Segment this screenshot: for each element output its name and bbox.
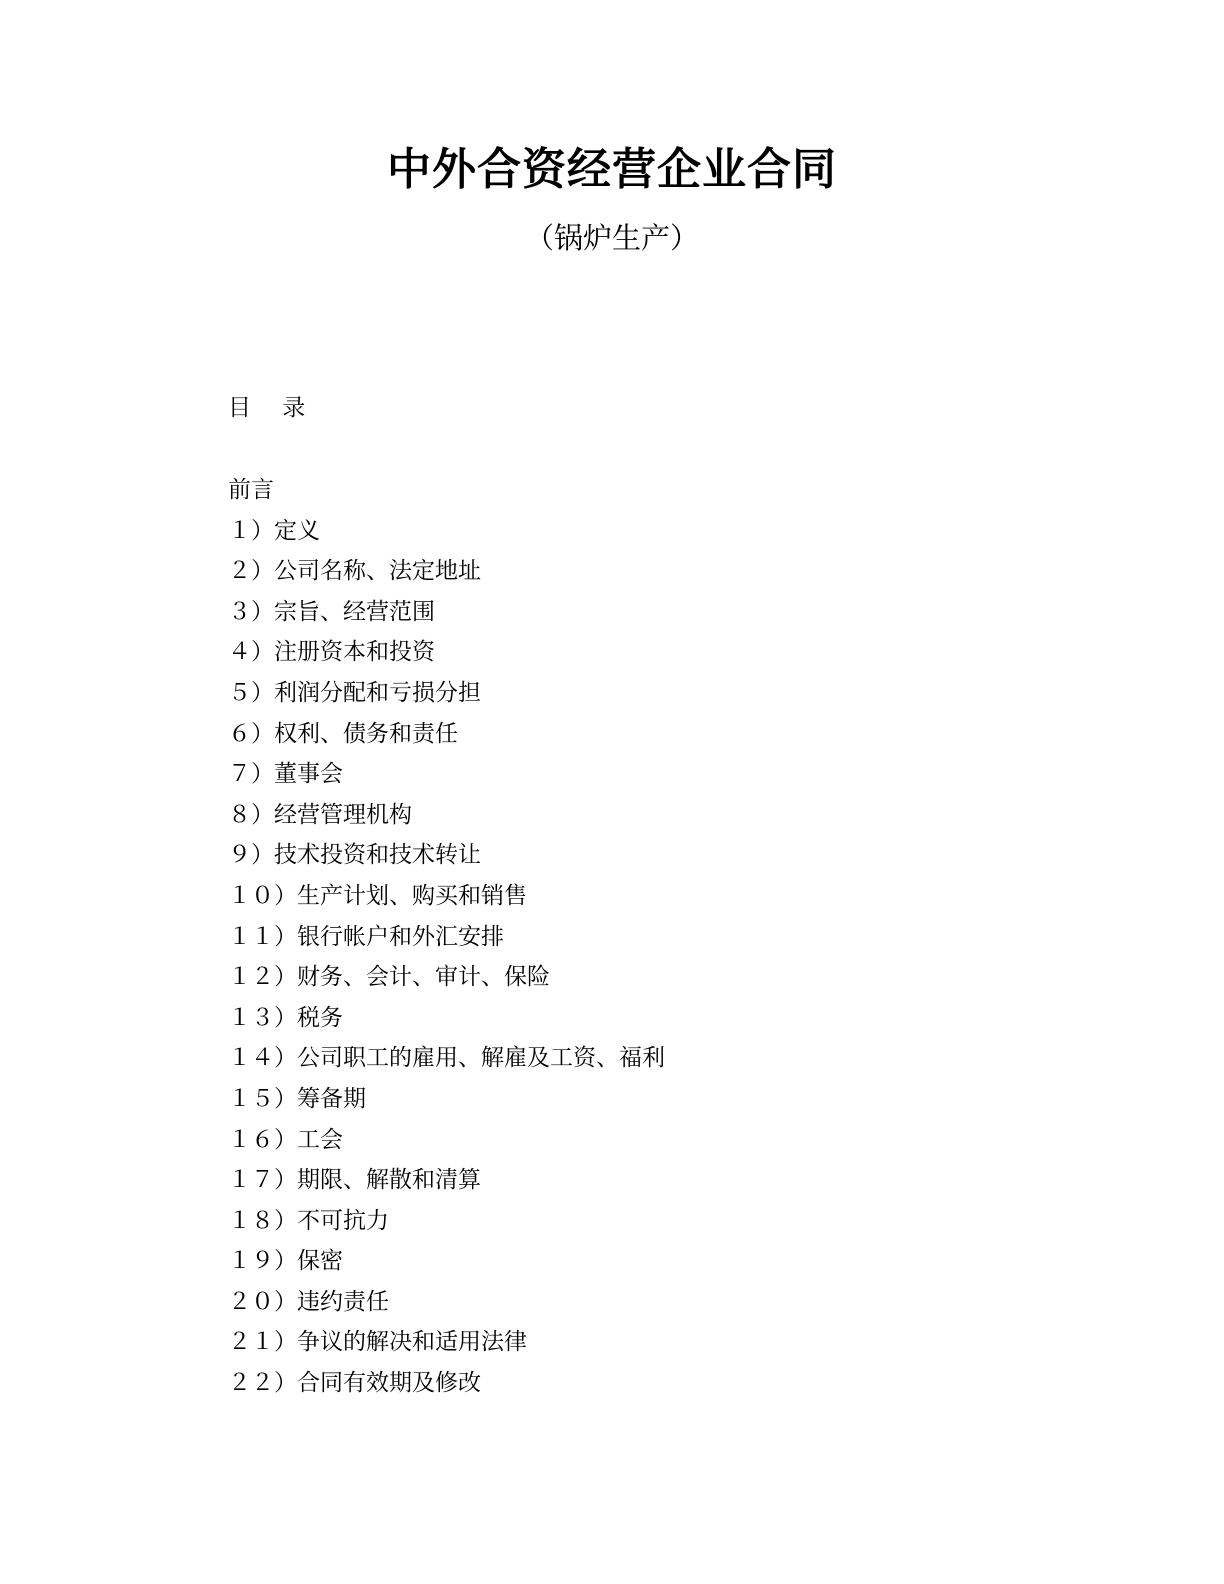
toc-item-4: ４）注册资本和投资 (228, 639, 435, 666)
toc-item-preface: 前言 (228, 477, 274, 503)
toc-item-15: １５）筹备期 (228, 1085, 366, 1112)
toc-item-5: ５）利润分配和亏损分担 (228, 679, 481, 706)
toc-item-2: ２）公司名称、法定地址 (228, 558, 481, 585)
toc-item-3: ３）宗旨、经营范围 (228, 598, 435, 625)
toc-item-16: １６）工会 (228, 1126, 343, 1153)
toc-item-13: １３）税务 (228, 1004, 343, 1031)
toc-item-19: １９）保密 (228, 1248, 343, 1275)
document-title: 中外合资经营企业合同 (387, 144, 837, 195)
table-of-contents (228, 472, 665, 1406)
toc-item-6: ６）权利、债务和责任 (228, 720, 458, 747)
toc-item-1: １）定义 (228, 517, 320, 544)
toc-item-18: １８）不可抗力 (228, 1207, 389, 1234)
toc-item-21: ２１）争议的解决和适用法律 (228, 1329, 527, 1356)
toc-item-9: ９）技术投资和技术转让 (228, 842, 481, 869)
toc-item-7: ７）董事会 (228, 761, 343, 788)
toc-item-12: １２）财务、会计、审计、保险 (228, 964, 550, 991)
document-subtitle: （锅炉生产） (524, 221, 699, 255)
toc-item-22: ２２）合同有效期及修改 (228, 1370, 481, 1397)
toc-item-20: ２０）违约责任 (228, 1288, 389, 1315)
toc-item-17: １７）期限、解散和清算 (228, 1167, 481, 1194)
toc-item-10: １０）生产计划、购买和销售 (228, 882, 527, 909)
toc-item-14: １４）公司职工的雇用、解雇及工资、福利 (228, 1045, 665, 1072)
toc-heading: 目 录 (228, 395, 318, 421)
toc-item-8: ８）经营管理机构 (228, 801, 412, 828)
toc-item-11: １１）银行帐户和外汇安排 (228, 923, 504, 950)
